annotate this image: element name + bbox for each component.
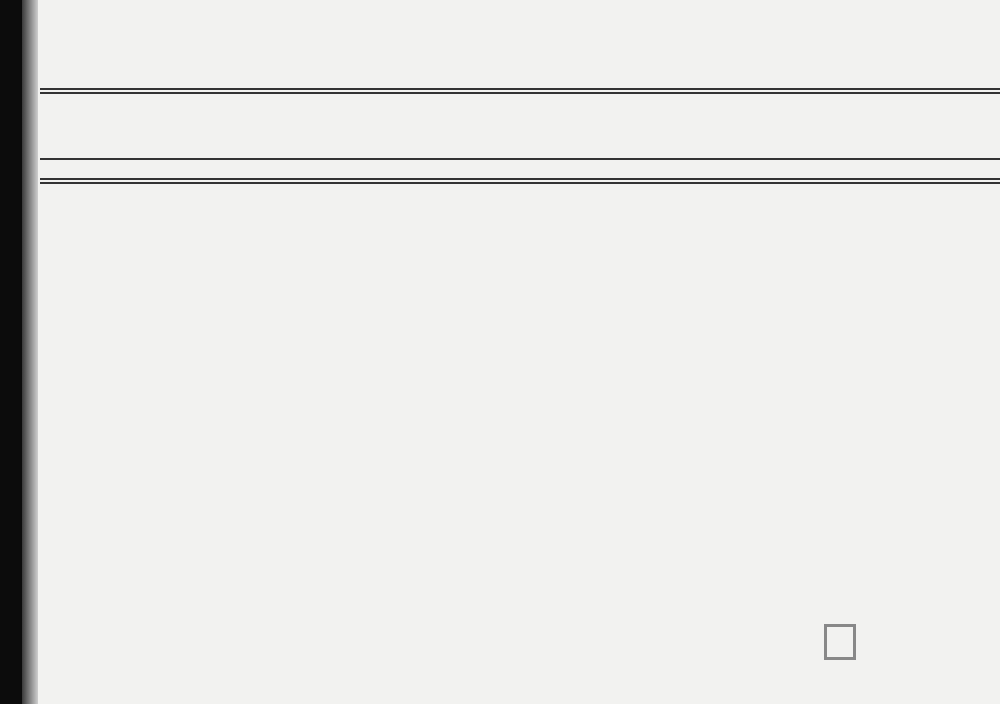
header-rule <box>40 158 1000 160</box>
watermark-stamp <box>824 620 974 666</box>
scan-edge-shadow <box>22 0 38 704</box>
colnum-rule <box>40 178 1000 180</box>
scan-edge-dark <box>0 0 22 704</box>
table-top-rule-2 <box>40 92 1000 94</box>
colnum-rule-2 <box>40 182 1000 184</box>
table-top-rule <box>40 88 1000 90</box>
fortress-logo-icon <box>824 624 856 660</box>
